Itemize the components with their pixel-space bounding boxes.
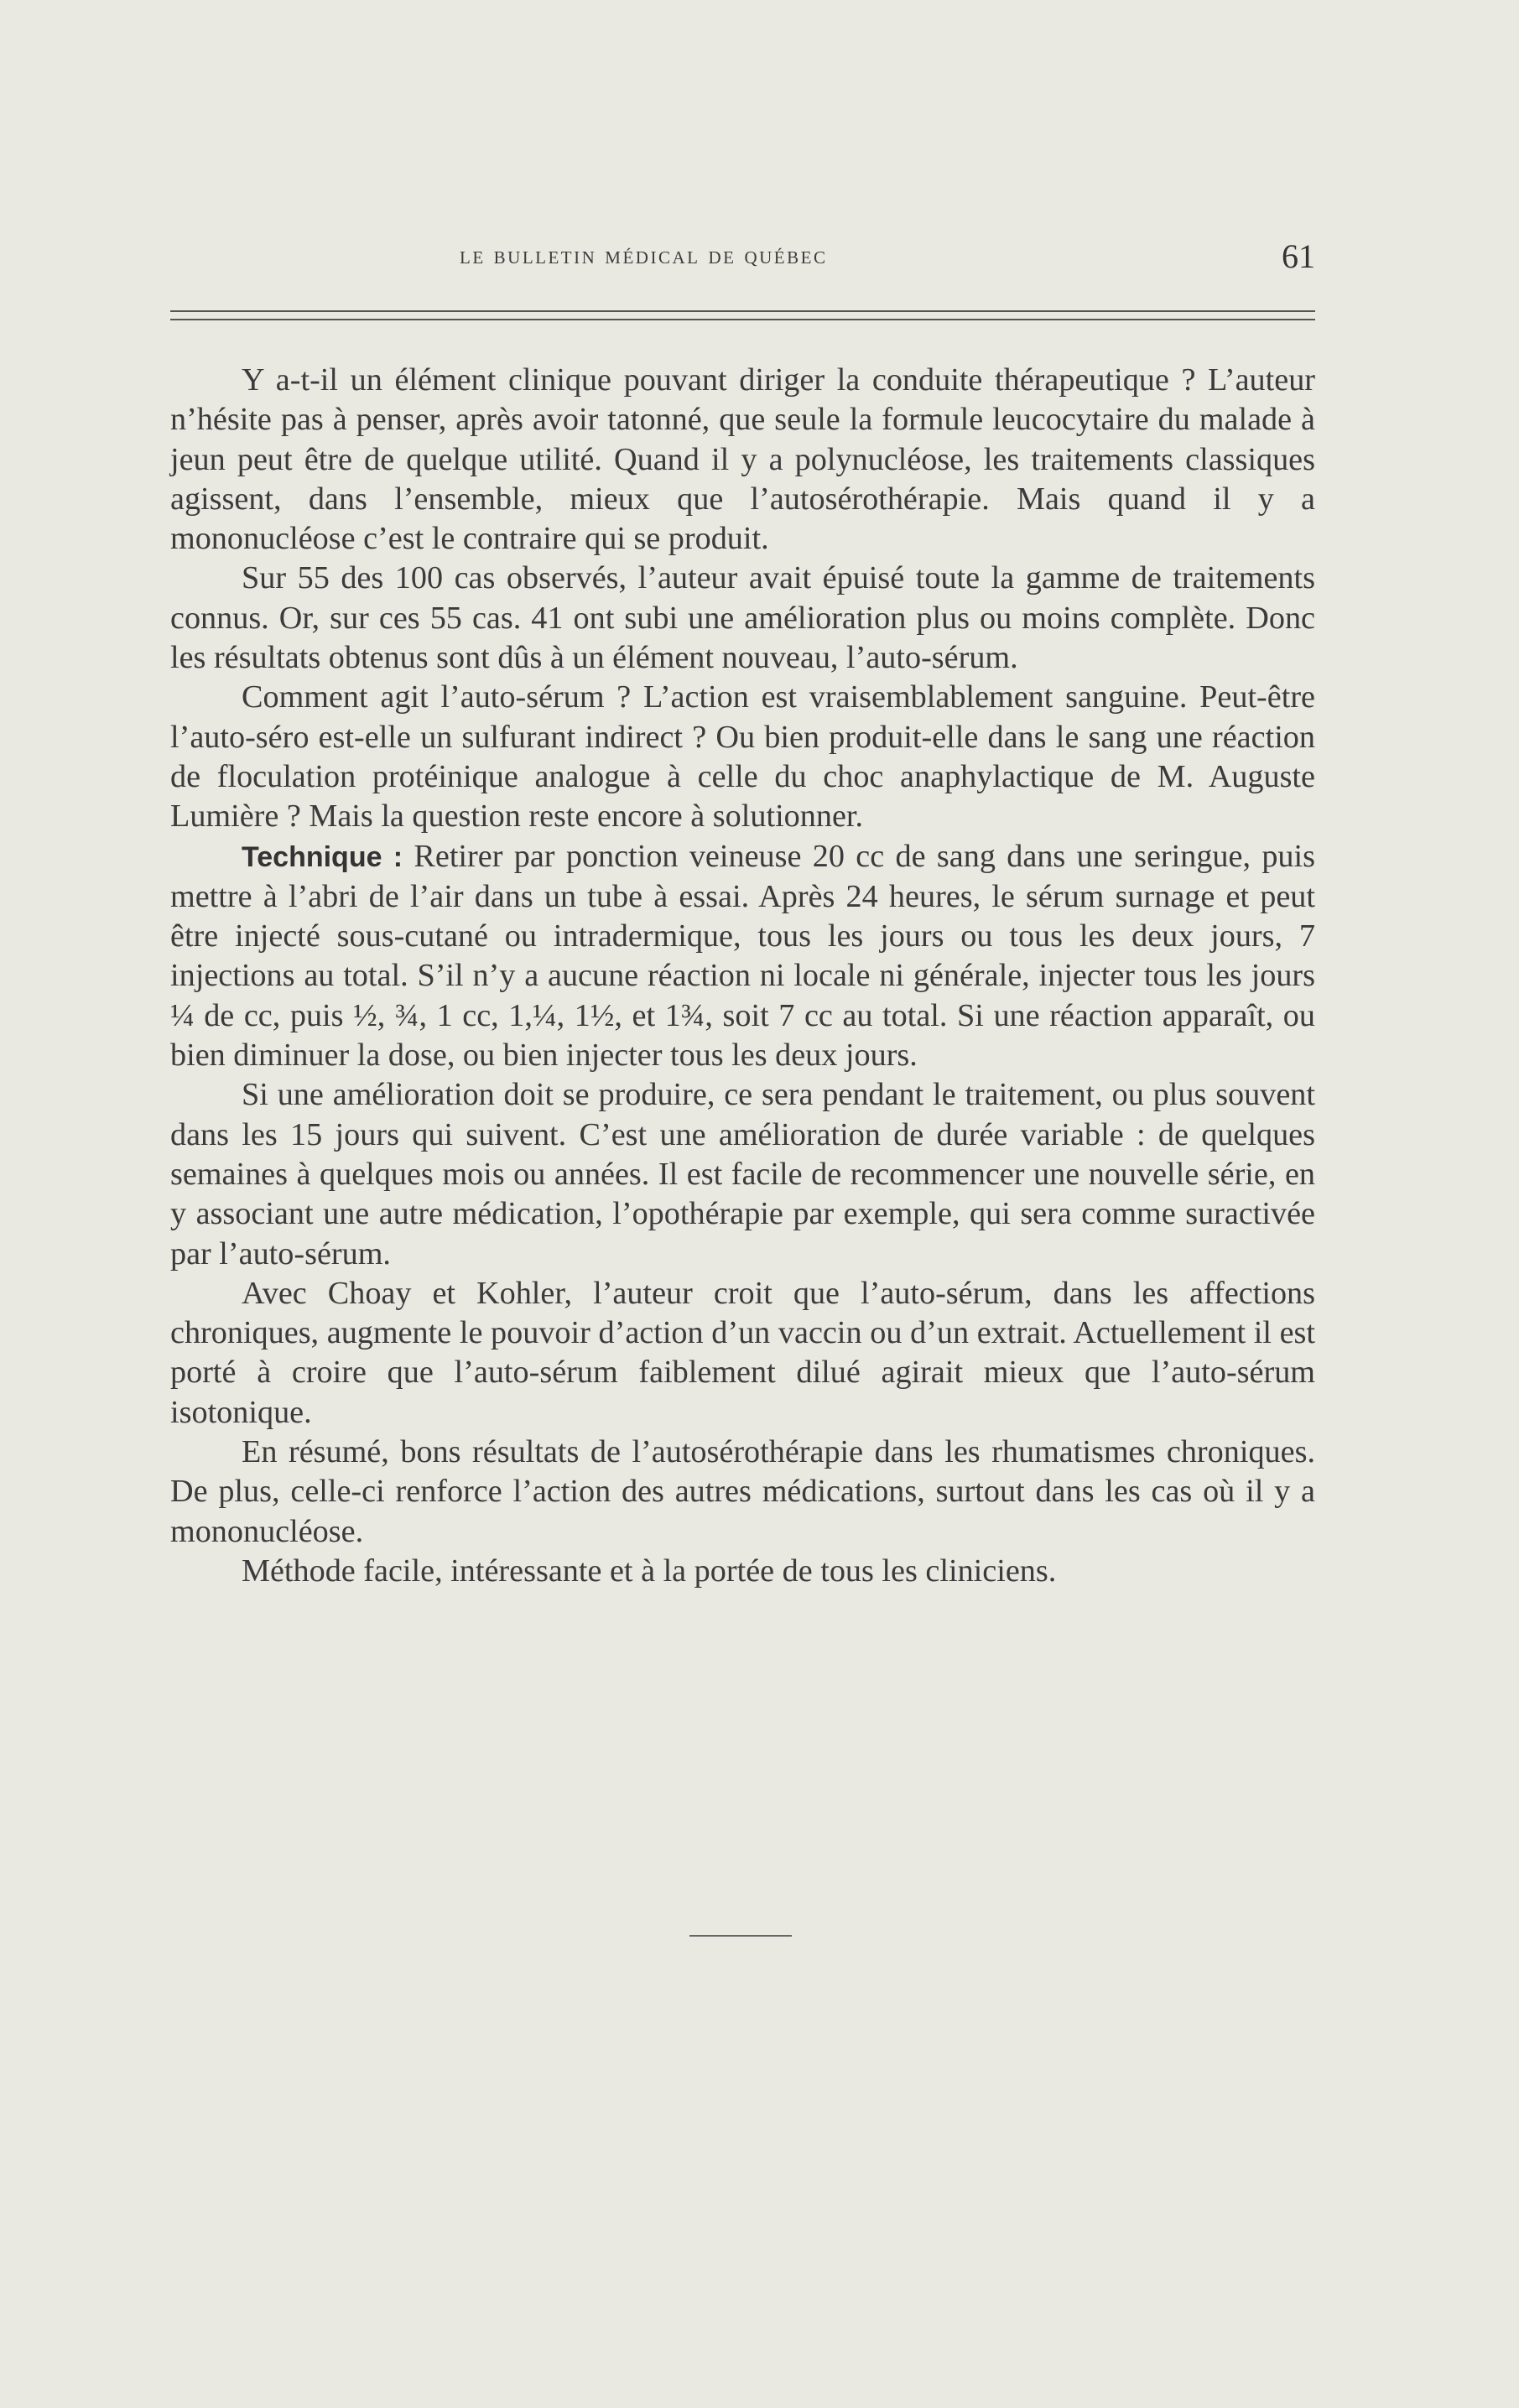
end-of-article-rule bbox=[689, 1935, 792, 1937]
article-body bbox=[170, 361, 1315, 1591]
paragraph-text: Si une amélioration doit se produire, ce sera pendant le traitement, ou plus souvent dans les 15 jours qui suivent. C’est une amélioration de durée variable : de quelques semaines à quelques mois ou années. Il est facile de recommencer une nouvelle série, en y associant une autre médication, l’opothérapie par exemple, qui sera comme suractivée par l’auto-sérum. bbox=[170, 1077, 1315, 1272]
technique-lead-in: Technique : bbox=[242, 840, 403, 873]
header-double-rule bbox=[170, 310, 1315, 320]
paragraph-text: Sur 55 des 100 cas observés, l’auteur avait épuisé toute la gamme de traitements connus. Or, sur ces 55 cas. 41 ont subi une amélioration plus ou moins complète. Donc les résultats obtenus sont dûs à un élément nouveau, l’auto-sérum. bbox=[170, 560, 1315, 676]
paragraph-summary bbox=[170, 1433, 1315, 1552]
paragraph-text: Méthode facile, intéressante et à la portée de tous les cliniciens. bbox=[242, 1552, 1057, 1589]
paragraph-text: Y a-t-il un élément clinique pouvant diriger la conduite thérapeutique ? L’auteur n’hésite pas à penser, après avoir tatonné, que seule la formule leucocytaire du malade à jeun peut être de quelque utilité. Quand il y a polynucléose, les traitements classiques agissent, dans l’ensemble, mieux que l’autosérothérapie. Mais quand il y a mononucléose c’est le contraire qui se produit. bbox=[170, 362, 1315, 557]
paragraph-text: Comment agit l’auto-sérum ? L’action est vraisemblablement sanguine. Peut-être l’auto-séro est-elle un sulfurant indirect ? Ou bien produit-elle dans le sang une réaction de floculation protéinique analogue à celle du choc anaphylactique de M. Auguste Lumière ? Mais la question reste encore à solutionner. bbox=[170, 679, 1315, 835]
paragraph-technique bbox=[170, 837, 1315, 1076]
paragraph-text: En résumé, bons résultats de l’autosérothérapie dans les rhumatismes chroniques. De plus, celle-ci renforce l’action des autres médications, surtout dans les cas où il y a mononucléose. bbox=[170, 1434, 1315, 1549]
running-title: le bulletin médical de québec bbox=[460, 242, 828, 269]
page-number: 61 bbox=[1282, 237, 1315, 275]
paragraph-improvement bbox=[170, 1075, 1315, 1273]
paragraph-text: Retirer par ponction veineuse 20 cc de sang dans une seringue, puis mettre à l’abri de l’air dans un tube à essai. Après 24 heures, le sérum surnage et peut être injecté sous-cutané ou intradermique, tous les jours ou tous les deux jours, 7 injections au total. S’il n’y a aucune réaction ni locale ni générale, injecter tous les jours ¼ de cc, puis ½, ¾, 1 cc, 1,¼, 1½, et 1¾, soit 7 cc au total. Si une réaction apparaît, ou bien diminuer la dose, ou bien injecter tous les deux jours. bbox=[170, 838, 1315, 1074]
paragraph-choay-kohler bbox=[170, 1274, 1315, 1433]
page-header bbox=[170, 237, 1315, 283]
paragraph-observed-cases bbox=[170, 559, 1315, 678]
paragraph-therapeutic-guidance bbox=[170, 361, 1315, 559]
paragraph-conclusion bbox=[170, 1552, 1315, 1591]
paragraph-mechanism bbox=[170, 678, 1315, 836]
paragraph-text: Avec Choay et Kohler, l’auteur croit que l’auto-sérum, dans les affections chroniques, augmente le pouvoir d’action d’un vaccin ou d’un extrait. Actuellement il est porté à croire que l’auto-sérum faiblement dilué agirait mieux que l’auto-sérum isotonique. bbox=[170, 1275, 1315, 1430]
